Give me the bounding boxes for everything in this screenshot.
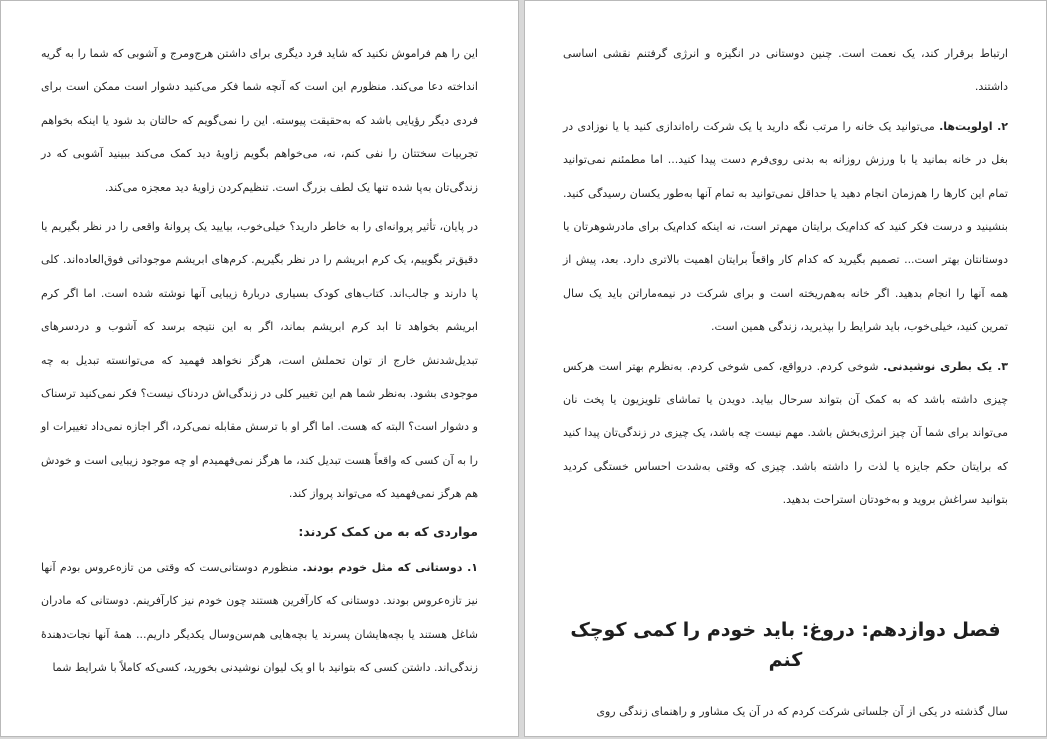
list-item-2-title: ۲. اولویت‌ها. bbox=[939, 119, 1009, 133]
list-item-3-title: ۳. یک بطری نوشیدنی. bbox=[883, 359, 1008, 373]
list-item-3 bbox=[563, 350, 1008, 517]
right-page-body bbox=[563, 37, 1008, 716]
left-paragraph-1: این را هم فراموش نکنید که شاید فرد دیگری برای داشتن هرج‌ومرج و آشوبی که شما را به گریه انداخته دعا می‌کند. منظورم این است که آنچه شما فکر می‌کنید دشوار است ممکن است برای فردی دیگر رؤیایی باشد که به‌حقیقت پیوسته. این را نمی‌گویم که حالتان بد شود یا اینکه بخواهم تجربیات سختتان را نفی کنم، نه، می‌خواهم بگویم زاویهٔ دید کمک می‌کند ببینید آشوبی که در زندگی‌تان به‌پا شده تنها یک لطف بزرگ است. تنظیم‌کردن زاویهٔ دید معجزه می‌کند. bbox=[41, 47, 478, 194]
chapter-spacer bbox=[563, 523, 1008, 615]
right-paragraph-1: ارتباط برقرار کند، یک نعمت است. چنین دوستانی در انگیزه و انرژی گرفتنم نقشی اساسی داشتند. bbox=[563, 47, 1008, 94]
list-item-1 bbox=[41, 551, 478, 685]
chapter-opening-line: سال گذشته در یکی از آن جلساتی شرکت کردم که در آن یک مشاور و راهنمای زندگی روی bbox=[596, 704, 1008, 718]
list-item-2 bbox=[563, 110, 1008, 344]
list-item-1-text: منظورم دوستانی‌ست که وقتی من تازه‌عروس بودم آنها نیز تازه‌عروس بودند. دوستانی که کارآفرین هستند چون خودم نیز کارآفرینم. دوستانی که مادران شاغل هستند یا بچه‌هایشان پسرند یا بچه‌هایی هم‌سن‌وسال یکدیگر داریم... همهٔ آنها نجات‌دهندهٔ زندگی‌اند. داشتن کسی که بتوانید با او یک لیوان نوشیدنی بخورید، کسی‌که کاملاً با شرایط شما bbox=[41, 560, 478, 674]
chapter-gap bbox=[563, 675, 1008, 695]
right-page bbox=[524, 0, 1047, 737]
list-item-3-text: شوخی کردم. درواقع، کمی شوخی کردم. به‌نظرم بهتر است هرکس چیزی داشته باشد که به کمک آن بتواند سرحال بیاید. دویدن یا تماشای تلویزیون یا پخت نان می‌تواند برای شما آن چیز انرژی‌بخش باشد. مهم نیست چه باشد، یک چیزی در زندگی‌تان پیدا کنید که برایتان حکم جایزه یا لذت را داشته باشد. چیزی که وقتی به‌شدت احساس خستگی کردید بتوانید سراغش بروید و به‌خودتان استراحت بدهید. bbox=[563, 359, 1008, 507]
left-page bbox=[0, 0, 519, 737]
list-item-2-text: می‌توانید یک خانه را مرتب نگه دارید یا یک شرکت راه‌اندازی کنید یا یا نوزادی در بغل در خانه بمانید یا با ورزش روزانه به بدنی روی‌فرم دست پیدا کنید... اما مطمئنم نمی‌توانید تمام این کارها را هم‌زمان انجام دهید یا حداقل نمی‌توانید به تمام آنها به‌طور یکسان رسیدگی کنید. بنشینید و درست فکر کنید که کدام‌یک برایتان مهم‌تر است، نه اینکه کدام‌یک برای مادرشوهرتان یا دوستانتان بهتر است... تصمیم بگیرید که کدام کار واقعاً برایتان اهمیت بالاتری دارد. بعد، پیش از همه آنها را انجام بدهید. اگر خانه به‌هم‌ریخته است و برای شرکت در نیمه‌ماراتن باید یک سال تمرین کنید، خیلی‌خوب، باید شرایط را بپذیرید، زندگی همین است. bbox=[563, 119, 1008, 334]
list-item-1-title: ۱. دوستانی که مثل خودم بودند. bbox=[302, 560, 478, 574]
left-page-body bbox=[41, 37, 478, 716]
chapter-title: فصل دوازدهم: دروغ: باید خودم را کمی کوچک کنم bbox=[570, 618, 1001, 671]
left-paragraph-2: در پایان، تأثیر پروانه‌ای را به خاطر دارید؟ خیلی‌خوب، بیایید یک پروانهٔ واقعی را در نظر بگیریم یا دقیق‌تر بگوییم، یک کرم ابریشم را در نظر بگیریم. کرم‌های ابریشم موجوداتی فوق‌العاده‌اند. کلی پا دارند و جالب‌اند. کتاب‌های کودک بسیاری دربارهٔ زیبایی آنها نوشته شده است. اما اگر کرم ابریشم بخواهد تا ابد کرم ابریشم بماند، اگر به این نتیجه برسد که آشوب و دردسرهای تبدیل‌شدنش خارج از توان تحملش است، هرگز نخواهد فهمید که می‌توانسته تبدیل به چه موجودی بشود. به‌نظر شما هم این تغییر کلی در زندگی‌اش دردناک نیست؟ فکر نمی‌کنید ترسناک و دشوار است؟ البته که هست. اما اگر او با ترسش مقابله نمی‌کرد، اگر اجازه نمی‌داد تغییرات او را به آن کسی که واقعاً هست تبدیل کند، ما هرگز نمی‌فهمیدم او چه موجود زیبایی است و خودش هم هرگز نمی‌فهمید که می‌تواند پرواز کند. bbox=[41, 220, 478, 501]
section-heading: مواردی که به من کمک کردند: bbox=[298, 523, 478, 539]
